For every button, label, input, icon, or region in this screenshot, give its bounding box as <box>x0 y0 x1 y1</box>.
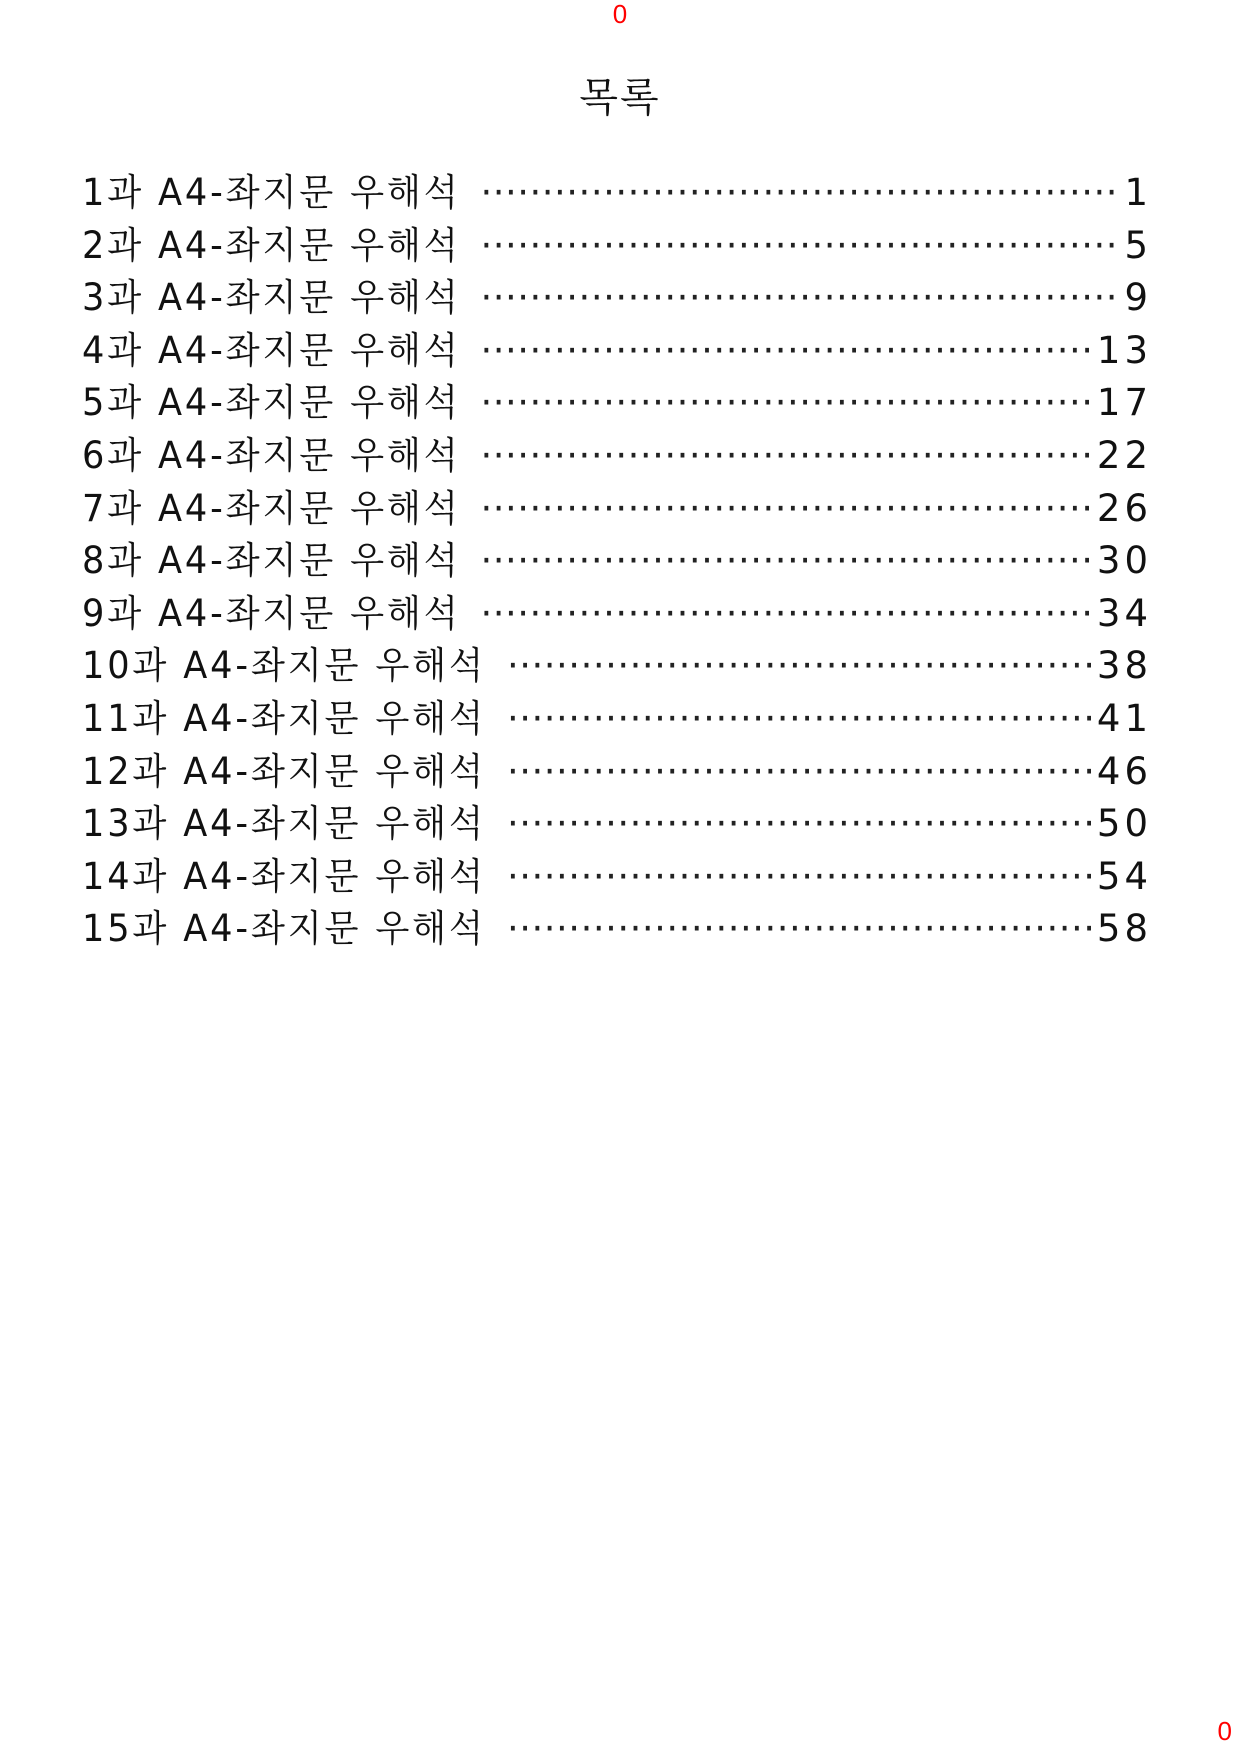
toc-leader-dots <box>507 640 1091 693</box>
toc-entry-page: 17 <box>1096 381 1152 425</box>
toc-leader-dots <box>480 588 1090 641</box>
toc-entry-page: 13 <box>1096 328 1152 372</box>
page-marker-top: 0 <box>612 0 628 29</box>
toc-leader-dots <box>507 903 1091 956</box>
toc-leader-dots <box>480 535 1090 588</box>
toc-entry-label: 5과 A4-좌지문 우해석 <box>82 381 461 425</box>
toc-title: 목록 <box>579 75 661 121</box>
toc-entry-page: 50 <box>1096 802 1152 846</box>
toc-entry-page: 26 <box>1096 486 1152 530</box>
toc-leader-dots <box>480 483 1090 536</box>
toc-entry-13[interactable] <box>82 798 1152 851</box>
toc-leader-dots <box>480 167 1118 220</box>
toc-entry-page: 1 <box>1124 171 1152 214</box>
toc-entry-label: 4과 A4-좌지문 우해석 <box>82 328 461 372</box>
toc-entry-label: 9과 A4-좌지문 우해석 <box>82 591 461 635</box>
toc-entry-page: 22 <box>1096 433 1152 477</box>
toc-leader-dots <box>480 430 1090 483</box>
toc-entry-page: 46 <box>1096 749 1152 793</box>
toc-entry-6[interactable] <box>82 430 1152 483</box>
toc-entry-page: 54 <box>1096 854 1152 898</box>
toc-entry-page: 41 <box>1096 696 1152 740</box>
toc-entry-page: 38 <box>1096 644 1152 688</box>
toc-entry-9[interactable] <box>82 588 1152 641</box>
toc-entry-page: 58 <box>1096 907 1152 951</box>
toc-entry-label: 12과 A4-좌지문 우해석 <box>82 749 486 793</box>
page-marker-bottom: 0 <box>1217 1716 1232 1746</box>
toc-entry-10[interactable] <box>82 640 1152 693</box>
toc-list <box>82 167 1152 956</box>
toc-leader-dots <box>480 220 1118 273</box>
toc-entry-label: 2과 A4-좌지문 우해석 <box>82 223 461 267</box>
toc-entry-5[interactable] <box>82 377 1152 430</box>
toc-entry-page: 9 <box>1124 276 1152 320</box>
toc-entry-label: 11과 A4-좌지문 우해석 <box>82 696 486 740</box>
toc-entry-label: 7과 A4-좌지문 우해석 <box>82 486 461 530</box>
toc-leader-dots <box>480 325 1090 378</box>
toc-leader-dots <box>507 746 1091 799</box>
toc-entry-page: 30 <box>1096 539 1152 583</box>
toc-leader-dots <box>507 798 1091 851</box>
toc-entry-label: 13과 A4-좌지문 우해석 <box>82 802 486 846</box>
toc-entry-14[interactable] <box>82 851 1152 904</box>
toc-entry-15[interactable] <box>82 903 1152 956</box>
toc-entry-11[interactable] <box>82 693 1152 746</box>
toc-leader-dots <box>507 851 1091 904</box>
toc-entry-1[interactable] <box>82 167 1152 220</box>
toc-entry-label: 6과 A4-좌지문 우해석 <box>82 433 461 477</box>
toc-leader-dots <box>480 272 1118 325</box>
toc-entry-label: 14과 A4-좌지문 우해석 <box>82 854 486 898</box>
toc-entry-7[interactable] <box>82 483 1152 536</box>
toc-entry-label: 10과 A4-좌지문 우해석 <box>82 644 486 688</box>
toc-entry-label: 3과 A4-좌지문 우해석 <box>82 276 461 320</box>
toc-entry-3[interactable] <box>82 272 1152 325</box>
toc-entry-4[interactable] <box>82 325 1152 378</box>
toc-entry-2[interactable] <box>82 220 1152 273</box>
toc-leader-dots <box>480 377 1090 430</box>
toc-entry-label: 8과 A4-좌지문 우해석 <box>82 539 461 583</box>
toc-entry-page: 34 <box>1096 591 1152 635</box>
toc-entry-8[interactable] <box>82 535 1152 588</box>
toc-entry-page: 5 <box>1124 223 1152 267</box>
toc-entry-label: 15과 A4-좌지문 우해석 <box>82 907 486 951</box>
toc-leader-dots <box>507 693 1091 746</box>
toc-entry-12[interactable] <box>82 746 1152 799</box>
toc-entry-label: 1과 A4-좌지문 우해석 <box>82 171 461 214</box>
